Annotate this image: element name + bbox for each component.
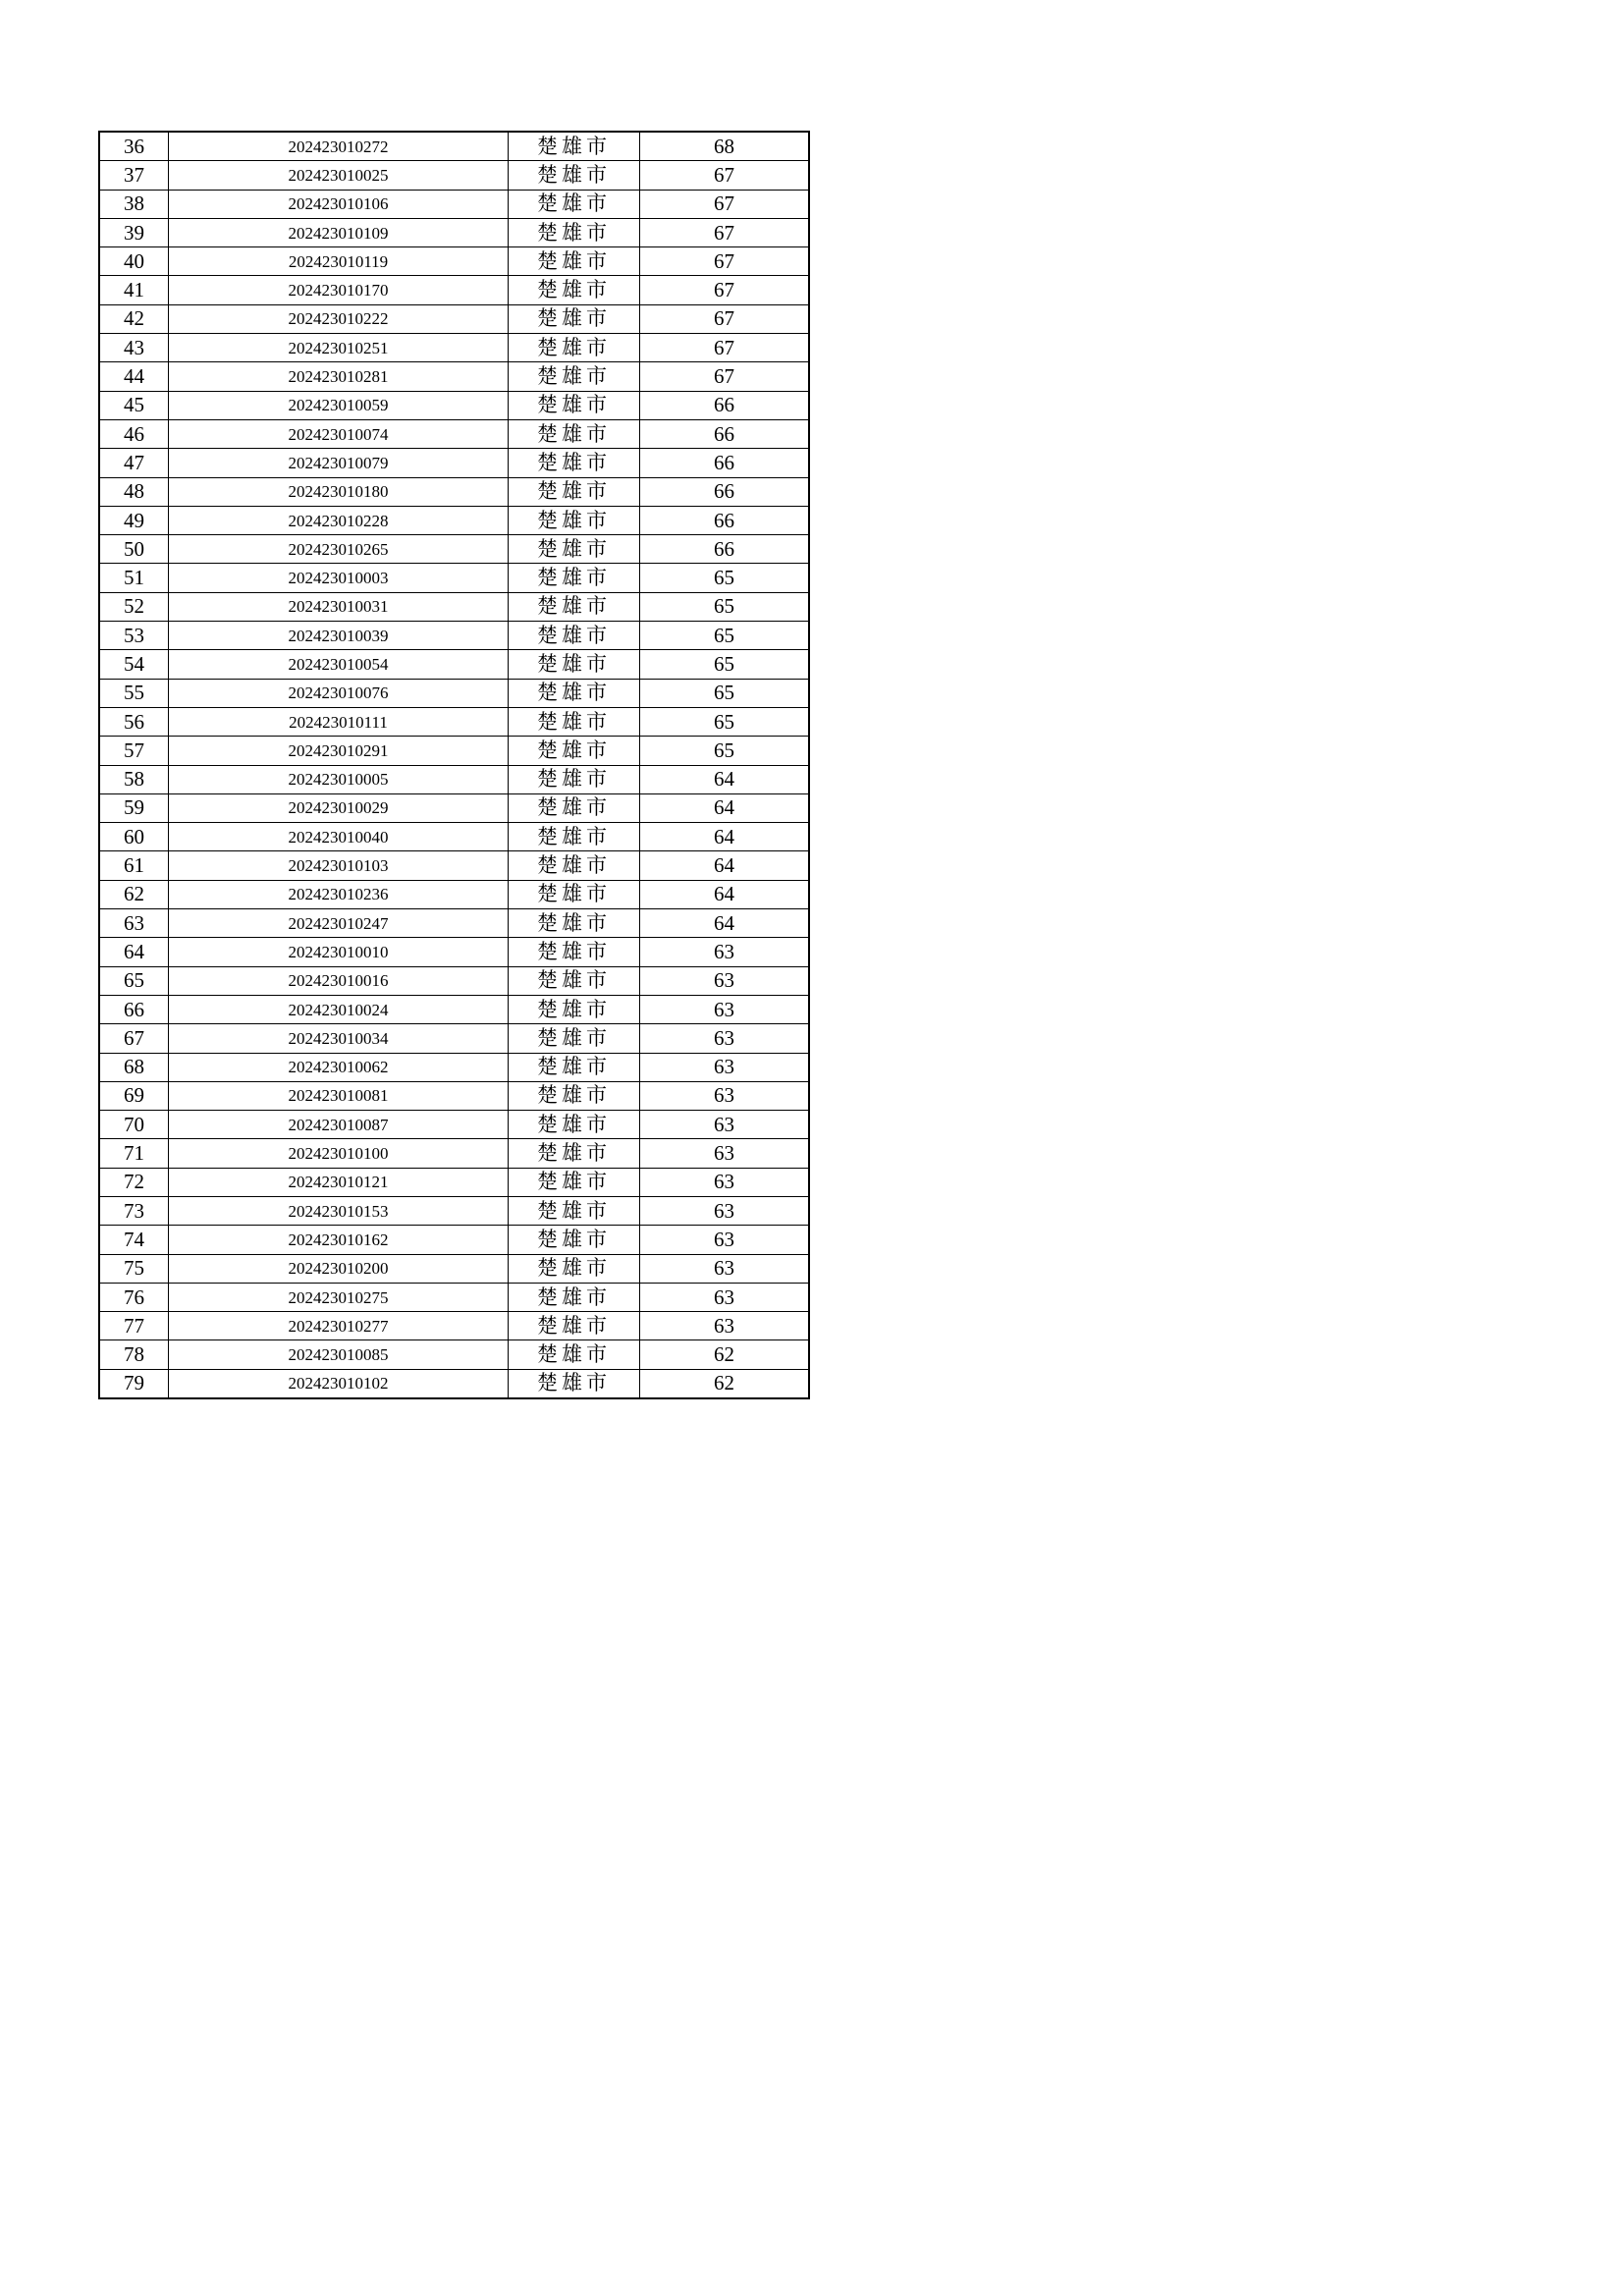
score-cell: 67 xyxy=(640,276,810,304)
row-number-cell: 77 xyxy=(99,1312,169,1340)
table-row xyxy=(99,362,809,391)
row-number-cell: 78 xyxy=(99,1340,169,1369)
row-number-cell: 47 xyxy=(99,449,169,477)
city-cell: 楚雄市 xyxy=(509,1254,640,1283)
table-row xyxy=(99,1340,809,1369)
table-row xyxy=(99,650,809,679)
score-cell: 64 xyxy=(640,909,810,938)
table-row xyxy=(99,1139,809,1168)
row-number-cell: 73 xyxy=(99,1196,169,1225)
row-number-cell: 40 xyxy=(99,247,169,276)
score-cell: 66 xyxy=(640,477,810,506)
candidate-id-cell: 202423010236 xyxy=(169,880,509,908)
table-row xyxy=(99,419,809,448)
city-cell: 楚雄市 xyxy=(509,419,640,448)
table-row xyxy=(99,1369,809,1398)
candidate-id-cell: 202423010040 xyxy=(169,823,509,851)
table-row xyxy=(99,823,809,851)
city-cell: 楚雄市 xyxy=(509,362,640,391)
table-row xyxy=(99,765,809,793)
city-cell: 楚雄市 xyxy=(509,304,640,333)
row-number-cell: 50 xyxy=(99,535,169,564)
row-number-cell: 66 xyxy=(99,995,169,1023)
row-number-cell: 65 xyxy=(99,966,169,995)
score-cell: 63 xyxy=(640,1024,810,1053)
city-cell: 楚雄市 xyxy=(509,1312,640,1340)
table-row xyxy=(99,535,809,564)
city-cell: 楚雄市 xyxy=(509,506,640,534)
score-cell: 63 xyxy=(640,1111,810,1139)
score-cell: 65 xyxy=(640,737,810,765)
city-cell: 楚雄市 xyxy=(509,1053,640,1081)
row-number-cell: 59 xyxy=(99,793,169,822)
results-table-body xyxy=(99,132,809,1398)
city-cell: 楚雄市 xyxy=(509,880,640,908)
score-cell: 67 xyxy=(640,247,810,276)
candidate-id-cell: 202423010010 xyxy=(169,938,509,966)
table-row xyxy=(99,276,809,304)
candidate-id-cell: 202423010003 xyxy=(169,564,509,592)
row-number-cell: 60 xyxy=(99,823,169,851)
candidate-id-cell: 202423010272 xyxy=(169,132,509,161)
city-cell: 楚雄市 xyxy=(509,1340,640,1369)
score-cell: 63 xyxy=(640,938,810,966)
row-number-cell: 72 xyxy=(99,1168,169,1196)
score-cell: 65 xyxy=(640,650,810,679)
table-row xyxy=(99,966,809,995)
city-cell: 楚雄市 xyxy=(509,1081,640,1110)
score-cell: 63 xyxy=(640,1283,810,1311)
city-cell: 楚雄市 xyxy=(509,1369,640,1398)
score-cell: 62 xyxy=(640,1369,810,1398)
table-row xyxy=(99,190,809,218)
score-cell: 66 xyxy=(640,535,810,564)
city-cell: 楚雄市 xyxy=(509,909,640,938)
score-cell: 65 xyxy=(640,679,810,707)
table-row xyxy=(99,793,809,822)
city-cell: 楚雄市 xyxy=(509,995,640,1023)
table-row xyxy=(99,707,809,736)
row-number-cell: 69 xyxy=(99,1081,169,1110)
row-number-cell: 36 xyxy=(99,132,169,161)
score-cell: 63 xyxy=(640,1053,810,1081)
candidate-id-cell: 202423010222 xyxy=(169,304,509,333)
candidate-id-cell: 202423010031 xyxy=(169,592,509,621)
city-cell: 楚雄市 xyxy=(509,793,640,822)
candidate-id-cell: 202423010054 xyxy=(169,650,509,679)
table-row xyxy=(99,1196,809,1225)
row-number-cell: 55 xyxy=(99,679,169,707)
city-cell: 楚雄市 xyxy=(509,650,640,679)
row-number-cell: 68 xyxy=(99,1053,169,1081)
table-row xyxy=(99,449,809,477)
row-number-cell: 61 xyxy=(99,851,169,880)
row-number-cell: 49 xyxy=(99,506,169,534)
score-cell: 66 xyxy=(640,419,810,448)
table-row xyxy=(99,506,809,534)
city-cell: 楚雄市 xyxy=(509,564,640,592)
document-page xyxy=(0,0,1082,1531)
candidate-id-cell: 202423010100 xyxy=(169,1139,509,1168)
row-number-cell: 44 xyxy=(99,362,169,391)
candidate-id-cell: 202423010029 xyxy=(169,793,509,822)
row-number-cell: 58 xyxy=(99,765,169,793)
candidate-id-cell: 202423010170 xyxy=(169,276,509,304)
row-number-cell: 45 xyxy=(99,391,169,419)
table-row xyxy=(99,909,809,938)
row-number-cell: 54 xyxy=(99,650,169,679)
score-cell: 68 xyxy=(640,132,810,161)
table-row xyxy=(99,1024,809,1053)
candidate-id-cell: 202423010121 xyxy=(169,1168,509,1196)
city-cell: 楚雄市 xyxy=(509,391,640,419)
score-cell: 64 xyxy=(640,880,810,908)
table-row xyxy=(99,1111,809,1139)
table-row xyxy=(99,247,809,276)
table-row xyxy=(99,1081,809,1110)
row-number-cell: 57 xyxy=(99,737,169,765)
score-cell: 63 xyxy=(640,966,810,995)
score-cell: 63 xyxy=(640,1312,810,1340)
candidate-id-cell: 202423010277 xyxy=(169,1312,509,1340)
city-cell: 楚雄市 xyxy=(509,1226,640,1254)
table-row xyxy=(99,132,809,161)
candidate-id-cell: 202423010109 xyxy=(169,218,509,246)
candidate-id-cell: 202423010081 xyxy=(169,1081,509,1110)
city-cell: 楚雄市 xyxy=(509,276,640,304)
table-row xyxy=(99,592,809,621)
table-row xyxy=(99,334,809,362)
city-cell: 楚雄市 xyxy=(509,1168,640,1196)
score-cell: 67 xyxy=(640,190,810,218)
row-number-cell: 75 xyxy=(99,1254,169,1283)
candidate-id-cell: 202423010085 xyxy=(169,1340,509,1369)
city-cell: 楚雄市 xyxy=(509,1024,640,1053)
row-number-cell: 41 xyxy=(99,276,169,304)
candidate-id-cell: 202423010016 xyxy=(169,966,509,995)
row-number-cell: 79 xyxy=(99,1369,169,1398)
city-cell: 楚雄市 xyxy=(509,132,640,161)
score-cell: 66 xyxy=(640,449,810,477)
row-number-cell: 43 xyxy=(99,334,169,362)
candidate-id-cell: 202423010162 xyxy=(169,1226,509,1254)
row-number-cell: 64 xyxy=(99,938,169,966)
city-cell: 楚雄市 xyxy=(509,966,640,995)
candidate-id-cell: 202423010005 xyxy=(169,765,509,793)
score-cell: 67 xyxy=(640,334,810,362)
city-cell: 楚雄市 xyxy=(509,737,640,765)
city-cell: 楚雄市 xyxy=(509,1139,640,1168)
table-row xyxy=(99,477,809,506)
score-cell: 64 xyxy=(640,823,810,851)
city-cell: 楚雄市 xyxy=(509,334,640,362)
candidate-id-cell: 202423010119 xyxy=(169,247,509,276)
table-row xyxy=(99,880,809,908)
candidate-id-cell: 202423010275 xyxy=(169,1283,509,1311)
candidate-id-cell: 202423010180 xyxy=(169,477,509,506)
candidate-id-cell: 202423010079 xyxy=(169,449,509,477)
candidate-id-cell: 202423010200 xyxy=(169,1254,509,1283)
candidate-id-cell: 202423010034 xyxy=(169,1024,509,1053)
candidate-id-cell: 202423010228 xyxy=(169,506,509,534)
score-cell: 67 xyxy=(640,161,810,190)
row-number-cell: 56 xyxy=(99,707,169,736)
city-cell: 楚雄市 xyxy=(509,477,640,506)
table-row xyxy=(99,622,809,650)
city-cell: 楚雄市 xyxy=(509,938,640,966)
table-row xyxy=(99,161,809,190)
city-cell: 楚雄市 xyxy=(509,1283,640,1311)
candidate-id-cell: 202423010024 xyxy=(169,995,509,1023)
candidate-id-cell: 202423010153 xyxy=(169,1196,509,1225)
city-cell: 楚雄市 xyxy=(509,218,640,246)
city-cell: 楚雄市 xyxy=(509,161,640,190)
row-number-cell: 74 xyxy=(99,1226,169,1254)
candidate-id-cell: 202423010039 xyxy=(169,622,509,650)
score-cell: 64 xyxy=(640,851,810,880)
table-row xyxy=(99,737,809,765)
row-number-cell: 37 xyxy=(99,161,169,190)
score-cell: 64 xyxy=(640,765,810,793)
table-row xyxy=(99,1168,809,1196)
city-cell: 楚雄市 xyxy=(509,449,640,477)
score-cell: 63 xyxy=(640,1139,810,1168)
city-cell: 楚雄市 xyxy=(509,1196,640,1225)
row-number-cell: 67 xyxy=(99,1024,169,1053)
row-number-cell: 48 xyxy=(99,477,169,506)
table-row xyxy=(99,851,809,880)
candidate-id-cell: 202423010265 xyxy=(169,535,509,564)
row-number-cell: 63 xyxy=(99,909,169,938)
row-number-cell: 76 xyxy=(99,1283,169,1311)
score-cell: 62 xyxy=(640,1340,810,1369)
city-cell: 楚雄市 xyxy=(509,190,640,218)
candidate-id-cell: 202423010291 xyxy=(169,737,509,765)
row-number-cell: 53 xyxy=(99,622,169,650)
candidate-id-cell: 202423010103 xyxy=(169,851,509,880)
table-row xyxy=(99,391,809,419)
candidate-id-cell: 202423010281 xyxy=(169,362,509,391)
score-cell: 65 xyxy=(640,564,810,592)
row-number-cell: 52 xyxy=(99,592,169,621)
candidate-id-cell: 202423010076 xyxy=(169,679,509,707)
row-number-cell: 39 xyxy=(99,218,169,246)
table-row xyxy=(99,1312,809,1340)
score-cell: 63 xyxy=(640,1081,810,1110)
city-cell: 楚雄市 xyxy=(509,1111,640,1139)
row-number-cell: 62 xyxy=(99,880,169,908)
score-cell: 64 xyxy=(640,793,810,822)
row-number-cell: 71 xyxy=(99,1139,169,1168)
score-cell: 67 xyxy=(640,218,810,246)
table-row xyxy=(99,304,809,333)
candidate-id-cell: 202423010059 xyxy=(169,391,509,419)
row-number-cell: 38 xyxy=(99,190,169,218)
city-cell: 楚雄市 xyxy=(509,592,640,621)
candidate-id-cell: 202423010025 xyxy=(169,161,509,190)
city-cell: 楚雄市 xyxy=(509,765,640,793)
row-number-cell: 70 xyxy=(99,1111,169,1139)
score-cell: 65 xyxy=(640,592,810,621)
table-row xyxy=(99,1226,809,1254)
score-cell: 63 xyxy=(640,995,810,1023)
table-row xyxy=(99,1254,809,1283)
candidate-id-cell: 202423010062 xyxy=(169,1053,509,1081)
score-cell: 66 xyxy=(640,506,810,534)
city-cell: 楚雄市 xyxy=(509,851,640,880)
table-row xyxy=(99,1053,809,1081)
city-cell: 楚雄市 xyxy=(509,247,640,276)
table-row xyxy=(99,564,809,592)
city-cell: 楚雄市 xyxy=(509,707,640,736)
candidate-id-cell: 202423010251 xyxy=(169,334,509,362)
candidate-id-cell: 202423010074 xyxy=(169,419,509,448)
city-cell: 楚雄市 xyxy=(509,622,640,650)
score-cell: 63 xyxy=(640,1226,810,1254)
candidate-id-cell: 202423010102 xyxy=(169,1369,509,1398)
score-cell: 63 xyxy=(640,1254,810,1283)
candidate-id-cell: 202423010247 xyxy=(169,909,509,938)
score-cell: 65 xyxy=(640,707,810,736)
table-row xyxy=(99,995,809,1023)
table-row xyxy=(99,1283,809,1311)
row-number-cell: 42 xyxy=(99,304,169,333)
candidate-id-cell: 202423010111 xyxy=(169,707,509,736)
score-cell: 67 xyxy=(640,304,810,333)
score-cell: 67 xyxy=(640,362,810,391)
table-row xyxy=(99,938,809,966)
score-cell: 66 xyxy=(640,391,810,419)
city-cell: 楚雄市 xyxy=(509,535,640,564)
candidate-id-cell: 202423010106 xyxy=(169,190,509,218)
score-cell: 63 xyxy=(640,1196,810,1225)
row-number-cell: 51 xyxy=(99,564,169,592)
score-cell: 63 xyxy=(640,1168,810,1196)
city-cell: 楚雄市 xyxy=(509,823,640,851)
score-cell: 65 xyxy=(640,622,810,650)
results-table xyxy=(98,131,810,1399)
city-cell: 楚雄市 xyxy=(509,679,640,707)
row-number-cell: 46 xyxy=(99,419,169,448)
candidate-id-cell: 202423010087 xyxy=(169,1111,509,1139)
table-row xyxy=(99,218,809,246)
table-row xyxy=(99,679,809,707)
